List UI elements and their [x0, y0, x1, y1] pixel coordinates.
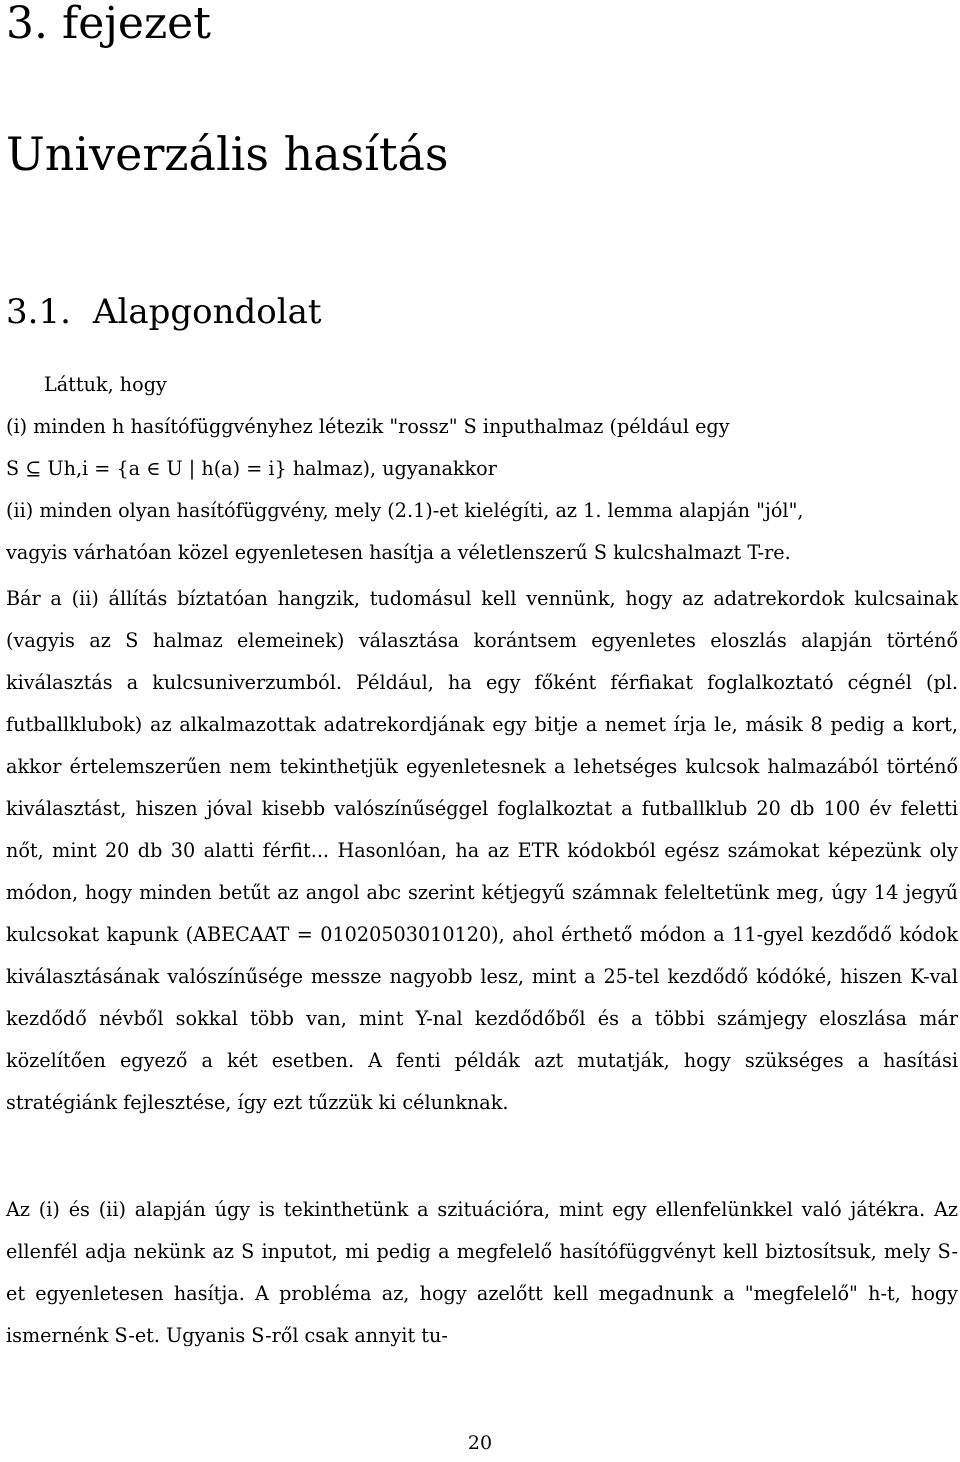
body-paragraph: Bár a (ii) állítás bíztatóan hangzik, tudomásul kell vennünk, hogy az adatrekordok kulcsainak (vagyis az S halmaz elemeinek) választása korántsem egyenletes eloszlás alapján történő kiválasztás a kulcsuniverzumból. Például, ha egy főként férfiakat foglalkoztató cégnél (pl. futballklubok) az alkalmazottak adatrekordjának egy bitje a nemet írja le, másik 8 pedig a kort, akkor értelemszerűen nem tekinthetjük egyenletesnek a lehetséges kulcsok halmazából történő kiválasztást, hiszen jóval kisebb valószínűséggel foglalkoztat a futballklub 20 db 100 év feletti nőt, mint 20 db 30 alatti férfit... Hasonlóan, ha az ETR kódokból egész számokat képezünk oly módon, hogy minden betűt az angol abc szerint kétjegyű számnak feleltetünk meg, úgy 14 jegyű kulcsokat kapunk (ABECAAT = 01020503010120), ahol érthető módon a 11-gyel kezdődő kódok kiválasztásának valószínűsége messze nagyobb lesz, mint a 25-tel kezdődő kódóké, hiszen K-val kezdődő névből sokkal több van, mint Y-nal kezdődőből és a többi számjegy eloszlása már közelítően egyező a két esetben. A fenti példák azt mutatják, hogy szükséges a hasítási stratégiánk fejlesztése, így ezt tűzzük ki célunknak. [6, 587, 958, 1114]
section-title: Alapgondolat [92, 292, 322, 332]
body-paragraph: Az (i) és (ii) alapján úgy is tekinthetünk a szituációra, mint egy ellenfelünkkel való játékra. Az ellenfél adja nekünk az S inputot, mi pedig a megfelelő hasítófüggvényt kell biztosítsuk, mely S-et egyenletesen hasítja. A probléma az, hogy azelőtt kell megadnunk a "megfelelő" h-t, hogy ismernénk S-et. Ugyanis S-ről csak annyit tu- [6, 1198, 958, 1347]
intro-block [6, 364, 958, 574]
section-number: 3.1. [6, 292, 71, 332]
intro-line: (i) minden h hasítófüggvényhez létezik "rossz" S inputhalmaz (például egy [6, 415, 730, 438]
intro-line: vagyis várhatóan közel egyenletesen hasítja a véletlenszerű S kulcshalmazt T-re. [6, 541, 791, 564]
chapter-title: Univerzális hasítás [6, 127, 449, 181]
intro-line: S ⊆ Uh,i = {a ∈ U | h(a) = i} halmaz), ugyanakkor [6, 457, 497, 480]
intro-line: Láttuk, hogy [44, 373, 167, 396]
page-number: 20 [467, 1432, 493, 1454]
chapter-label: 3. fejezet [6, 0, 211, 49]
section-heading [6, 292, 322, 332]
intro-line: (ii) minden olyan hasítófüggvény, mely (2.1)-et kielégíti, az 1. lemma alapján "jól", [6, 499, 804, 522]
